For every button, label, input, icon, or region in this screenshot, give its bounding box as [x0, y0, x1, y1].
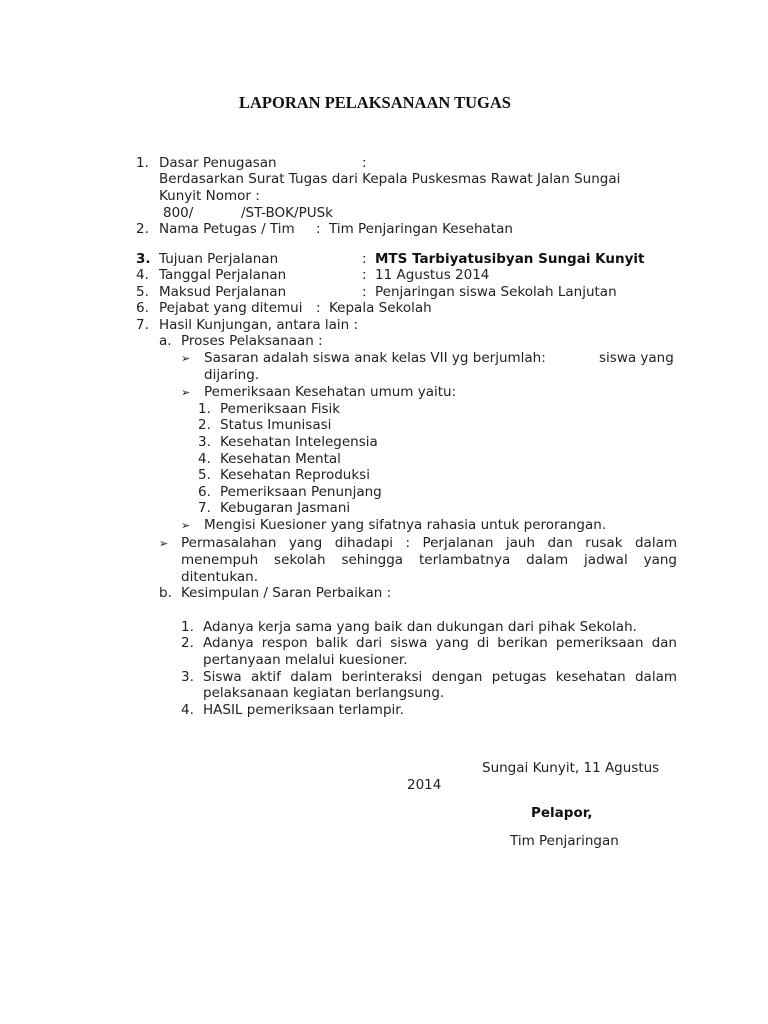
kesimpulan-item: Adanya respon balik dari siswa yang di berikan pemeriksaan dan — [203, 635, 677, 651]
item-number: 7. — [136, 317, 149, 333]
kesimpulan-item: Siswa aktif dalam berinteraksi dengan petugas kesehatan dalam — [203, 669, 677, 685]
permasalahan-line1: Permasalahan yang dihadapi : Perjalanan jauh dan rusak dalam — [181, 535, 677, 551]
tujuan-label: Tujuan Perjalanan — [159, 251, 279, 267]
colon: : — [362, 155, 367, 171]
item-number: 2. — [136, 221, 149, 237]
check-number: 3. — [198, 434, 211, 450]
check-item: Kesehatan Mental — [220, 451, 341, 467]
item-number: 4. — [136, 267, 149, 283]
signature-role: Pelapor, — [531, 805, 593, 821]
arrow-bullet-icon: ➢ — [181, 519, 191, 532]
hasil-label: Hasil Kunjungan, antara lain : — [159, 317, 359, 333]
signature-name: Tim Penjaringan — [510, 833, 619, 849]
arrow-bullet-icon: ➢ — [159, 537, 169, 550]
dasar-text-line2: Kunyit Nomor : — [159, 188, 260, 204]
kesimpulan-label: Kesimpulan / Saran Perbaikan : — [181, 585, 392, 601]
kesimpulan-number: 3. — [181, 669, 194, 685]
maksud-label: Maksud Perjalanan — [159, 284, 287, 300]
item-number: 1. — [136, 155, 149, 171]
kesimpulan-item: Adanya kerja sama yang baik dan dukungan dari pihak Sekolah. — [203, 619, 637, 635]
kesimpulan-number: 4. — [181, 702, 194, 718]
kesimpulan-item: HASIL pemeriksaan terlampir. — [203, 702, 404, 718]
signature-place-date: Sungai Kunyit, 11 Agustus — [482, 760, 660, 776]
nama-value: Tim Penjaringan Kesehatan — [329, 221, 513, 237]
check-item: Kebugaran Jasmani — [220, 500, 351, 516]
check-number: 4. — [198, 451, 211, 467]
kesimpulan-number: 2. — [181, 635, 194, 651]
check-number: 2. — [198, 417, 211, 433]
pemeriksaan-label: Pemeriksaan Kesehatan umum yaitu: — [204, 384, 457, 400]
tujuan-value: MTS Tarbiyatusibyan Sungai Kunyit — [375, 251, 645, 267]
check-item: Pemeriksaan Fisik — [220, 401, 341, 417]
proses-marker: a. — [159, 333, 172, 349]
maksud-value: Penjaringan siswa Sekolah Lanjutan — [375, 284, 617, 300]
colon: : — [316, 300, 321, 316]
pejabat-label: Pejabat yang ditemui — [159, 300, 303, 316]
permasalahan-line3: ditentukan. — [181, 569, 259, 585]
sasaran-text-line1b: siswa yang — [599, 350, 674, 366]
kesimpulan-marker: b. — [159, 585, 172, 601]
arrow-bullet-icon: ➢ — [181, 386, 191, 399]
signature-year: 2014 — [407, 777, 442, 793]
tanggal-label: Tanggal Perjalanan — [159, 267, 287, 283]
colon: : — [316, 221, 321, 237]
check-number: 7. — [198, 500, 211, 516]
dasar-text-line1: Berdasarkan Surat Tugas dari Kepala Puskesmas Rawat Jalan Sungai — [159, 171, 621, 187]
nomor-suffix: /ST-BOK/PUSk — [241, 205, 333, 221]
dasar-label: Dasar Penugasan — [159, 155, 277, 171]
check-number: 6. — [198, 484, 211, 500]
nama-label: Nama Petugas / Tim — [159, 221, 295, 237]
check-number: 5. — [198, 467, 211, 483]
check-item: Kesehatan Intelegensia — [220, 434, 378, 450]
sasaran-text-line2: dijaring. — [204, 367, 260, 383]
check-item: Status Imunisasi — [220, 417, 332, 433]
sasaran-text-line1: Sasaran adalah siswa anak kelas VII yg berjumlah: — [204, 350, 546, 366]
item-number: 3. — [136, 251, 151, 267]
pejabat-value: Kepala Sekolah — [329, 300, 432, 316]
nomor-prefix: 800/ — [163, 205, 194, 221]
check-item: Kesehatan Reproduksi — [220, 467, 370, 483]
kesimpulan-number: 1. — [181, 619, 194, 635]
check-item: Pemeriksaan Penunjang — [220, 484, 382, 500]
tanggal-value: 11 Agustus 2014 — [375, 267, 490, 283]
colon: : — [362, 267, 367, 283]
kesimpulan-item-cont: pelaksanaan kegiatan berlangsung. — [203, 685, 445, 701]
check-number: 1. — [198, 401, 211, 417]
page-title: LAPORAN PELAKSANAAN TUGAS — [239, 93, 511, 112]
colon: : — [362, 251, 367, 267]
permasalahan-line2: menempuh sekolah sehingga terlambatnya dalam jadwal yang — [181, 552, 677, 568]
colon: : — [362, 284, 367, 300]
arrow-bullet-icon: ➢ — [181, 352, 191, 365]
kesimpulan-item-cont: pertanyaan melalui kuesioner. — [203, 652, 408, 668]
item-number: 6. — [136, 300, 149, 316]
kuesioner-text: Mengisi Kuesioner yang sifatnya rahasia untuk perorangan. — [204, 517, 607, 533]
proses-label: Proses Pelaksanaan : — [181, 333, 323, 349]
item-number: 5. — [136, 284, 149, 300]
